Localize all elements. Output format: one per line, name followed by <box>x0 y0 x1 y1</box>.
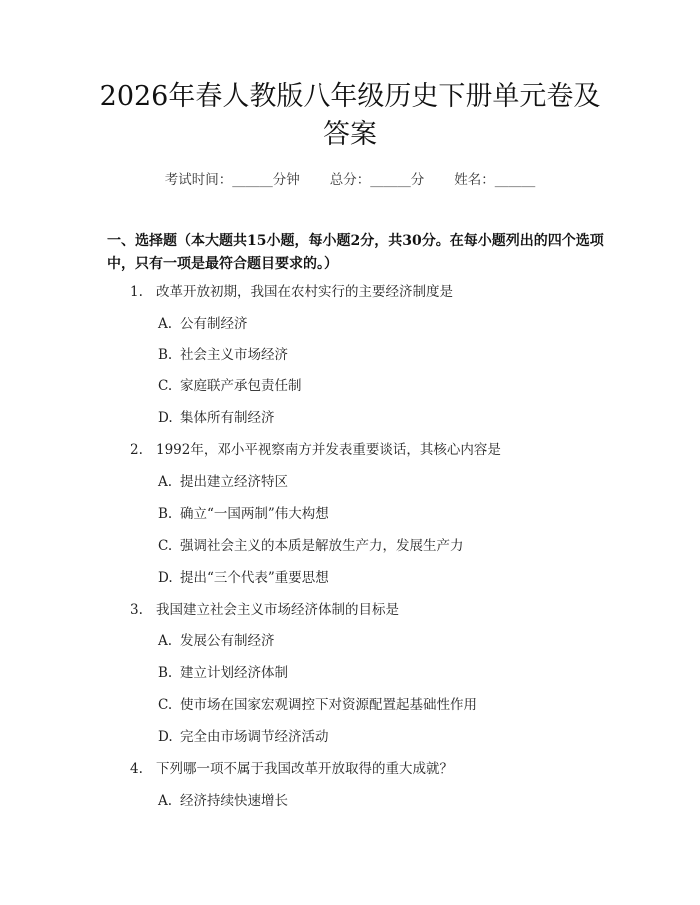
option-text: 使市场在国家宏观调控下对资源配置起基础性作用 <box>180 697 477 713</box>
option-letter: A. <box>158 633 173 649</box>
option-item <box>158 536 464 556</box>
option-letter: B. <box>158 506 173 522</box>
question-number: 4. <box>130 761 143 777</box>
option-text: 建立计划经济体制 <box>180 665 288 681</box>
option-letter: A. <box>158 316 173 332</box>
section-heading: 一、选择题（本大题共15小题，每小题2分，共30分。在每小题列出的四个选项中，只有一项是最符合题目要求的。） <box>107 233 604 272</box>
option-letter: C. <box>158 378 173 394</box>
option-item <box>158 791 288 811</box>
option-text: 确立“一国两制”伟大构想 <box>180 506 329 522</box>
option-item <box>158 345 288 365</box>
question-number: 3. <box>130 602 143 618</box>
option-text: 强调社会主义的本质是解放生产力，发展生产力 <box>180 538 464 554</box>
option-text: 公有制经济 <box>180 316 248 332</box>
question-text: 改革开放初期，我国在农村实行的主要经济制度是 <box>156 284 453 300</box>
option-item <box>158 695 477 715</box>
question-item <box>130 440 501 460</box>
option-item <box>158 663 288 683</box>
question-number: 2. <box>130 442 143 458</box>
option-letter: B. <box>158 347 173 363</box>
option-text: 经济持续快速增长 <box>180 793 288 809</box>
option-text: 提出建立经济特区 <box>180 474 288 490</box>
option-item <box>158 376 302 396</box>
question-number: 1. <box>130 284 143 300</box>
option-letter: A. <box>158 793 173 809</box>
exam-info-line <box>0 168 700 188</box>
option-letter: C. <box>158 538 173 554</box>
option-text: 社会主义市场经济 <box>180 347 288 363</box>
option-text: 集体所有制经济 <box>180 410 275 426</box>
option-item <box>158 408 275 428</box>
question-text: 我国建立社会主义市场经济体制的目标是 <box>156 602 399 618</box>
exam-time-field: 考试时间：______分钟 <box>164 172 300 188</box>
document-title: 2026年春人教版八年级历史下册单元卷及答案 <box>99 81 601 150</box>
option-text: 完全由市场调节经济活动 <box>180 729 329 745</box>
question-item <box>130 600 399 620</box>
question-item <box>130 759 453 779</box>
option-letter: A. <box>158 474 173 490</box>
option-item <box>158 568 329 588</box>
option-item <box>158 314 248 334</box>
option-item <box>158 504 329 524</box>
option-item <box>158 727 329 747</box>
option-text: 提出“三个代表”重要思想 <box>180 570 329 586</box>
option-item <box>158 472 288 492</box>
option-text: 家庭联产承包责任制 <box>180 378 302 394</box>
option-letter: D. <box>158 570 173 586</box>
option-letter: D. <box>158 729 173 745</box>
option-letter: B. <box>158 665 173 681</box>
question-text: 下列哪一项不属于我国改革开放取得的重大成就？ <box>156 761 453 777</box>
option-letter: D. <box>158 410 173 426</box>
total-score-field: 总分：______分 <box>329 172 425 188</box>
option-letter: C. <box>158 697 173 713</box>
option-text: 发展公有制经济 <box>180 633 275 649</box>
question-text: 1992年，邓小平视察南方并发表重要谈话，其核心内容是 <box>156 442 501 458</box>
option-item <box>158 631 275 651</box>
student-name-field: 姓名：______ <box>454 172 536 188</box>
question-item <box>130 282 453 302</box>
